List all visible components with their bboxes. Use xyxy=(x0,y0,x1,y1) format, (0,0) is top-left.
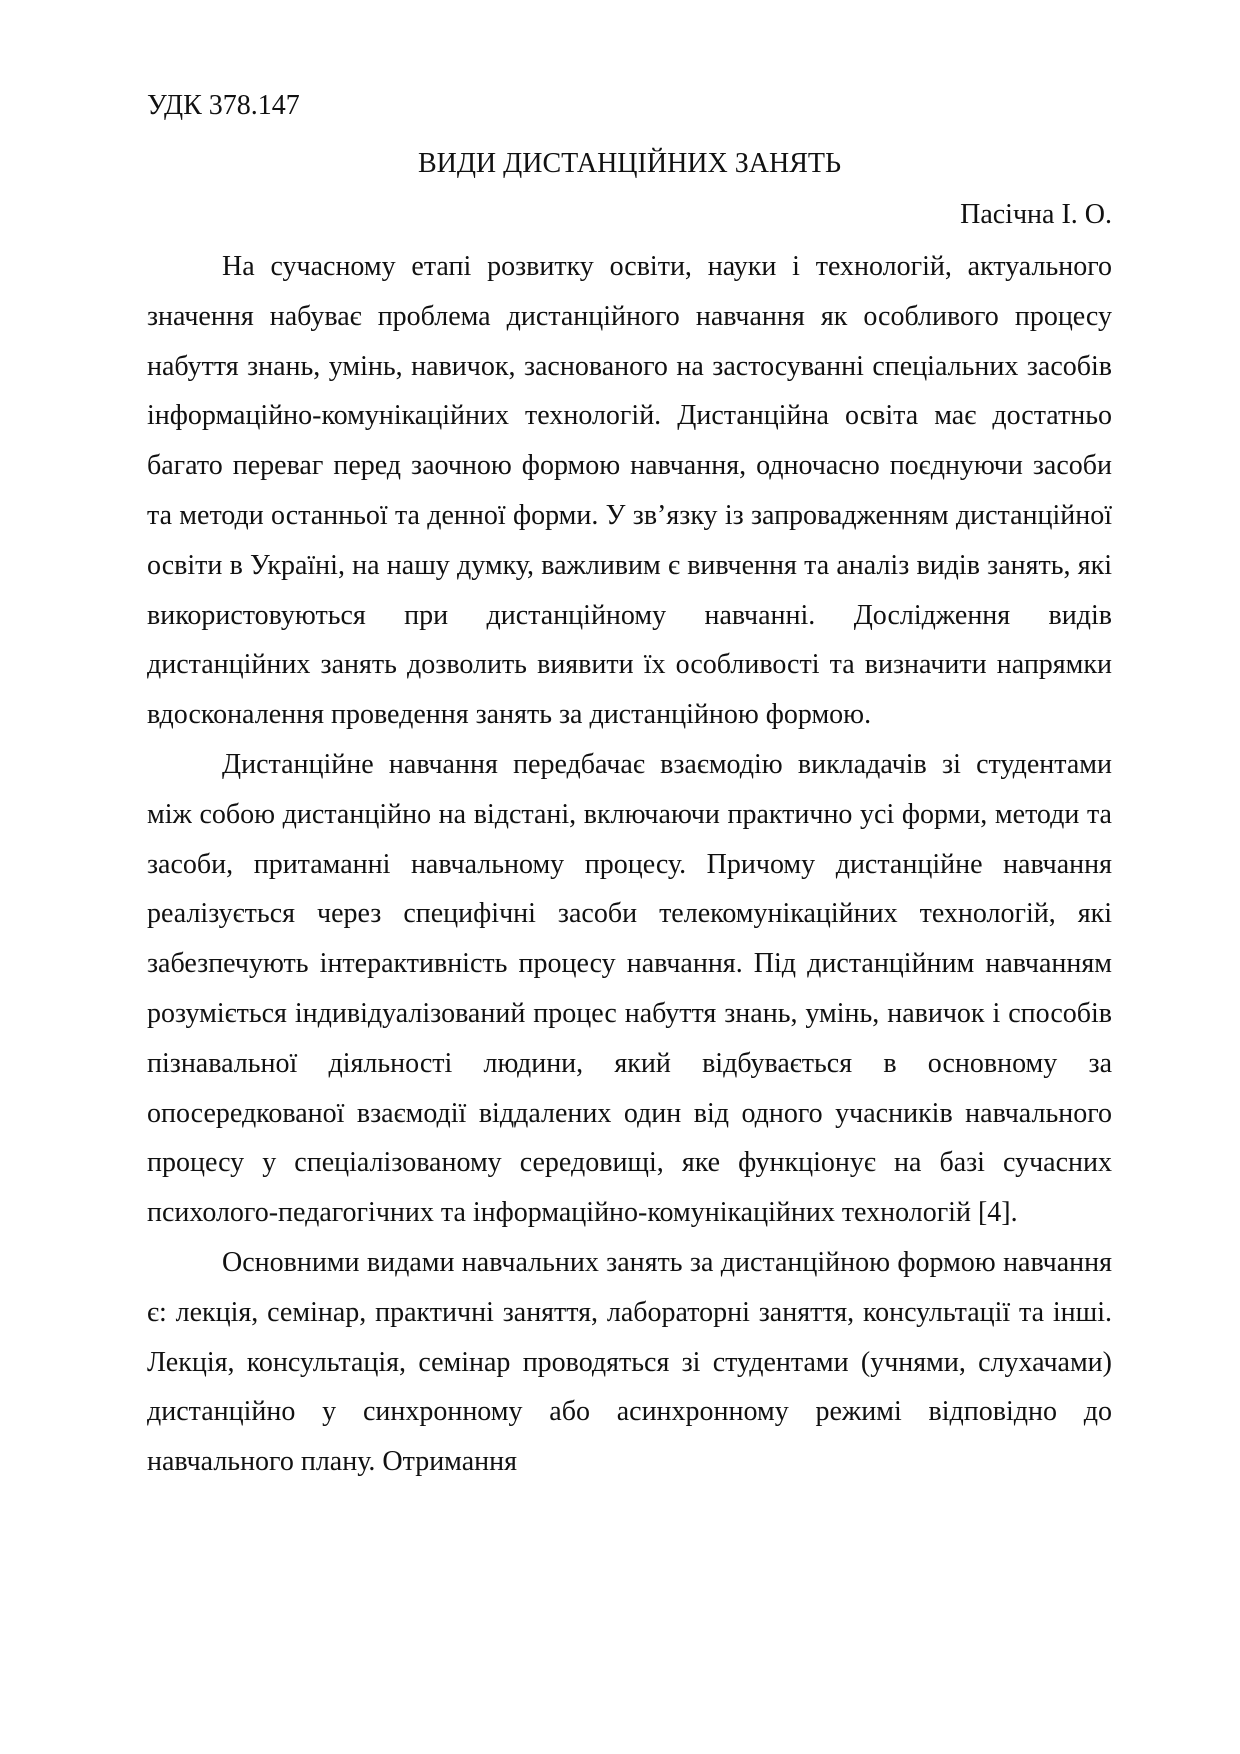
udk-code: УДК 378.147 xyxy=(147,90,300,121)
paragraph-1: На сучасному етапі розвитку освіти, науки і технологій, актуального значення набуває проблема дистанційного навчання як особливого процесу набуття знань, умінь, навичок, заснованого на застосуванні спеціальних засобів інформаційно-комунікаційних технологій. Дистанційна освіта має достатньо багато переваг перед заочною формою навчання, одночасно поєднуючи засоби та методи останньої та денної форми. У зв’язку із запровадженням дистанційної освіти в Україні, на нашу думку, важливим є вивчення та аналіз видів занять, які використовуються при дистанційному навчанні. Дослідження видів дистанційних занять дозволить виявити їх особливості та визначити напрямки вдосконалення проведення занять за дистанційною формою. xyxy=(147,251,1112,731)
article-title: ВИДИ ДИСТАНЦІЙНИХ ЗАНЯТЬ xyxy=(417,148,842,179)
author-name: Пасічна І. О. xyxy=(960,199,1112,230)
paragraph-2: Дистанційне навчання передбачає взаємодію викладачів зі студентами між собою дистанційно на відстані, включаючи практично усі форми, методи та засоби, притаманні навчальному процесу. Причому дистанційне навчання реалізується через специфічні засоби телекомунікаційних технологій, які забезпечують інтерактивність процесу навчання. Під дистанційним навчанням розуміється індивідуалізований процес набуття знань, умінь, навичок і способів пізнавальної діяльності людини, який відбувається в основному за опосередкованої взаємодії віддалених один від одного учасників навчального процесу у спеціалізованому середовищі, яке функціонує на базі сучасних психолого-педагогічних та інформаційно-комунікаційних технологій [4]. xyxy=(147,748,1112,1229)
article-body xyxy=(147,242,1112,1487)
paragraph-3: Основними видами навчальних занять за дистанційною формою навчання є: лекція, семінар, практичні заняття, лабораторні заняття, консультації та інші. Лекція, консультація, семінар проводяться зі студентами (учнями, слухачами) дистанційно у синхронному або асинхронному режимі відповідно до навчального плану. Отримання xyxy=(147,1246,1112,1478)
